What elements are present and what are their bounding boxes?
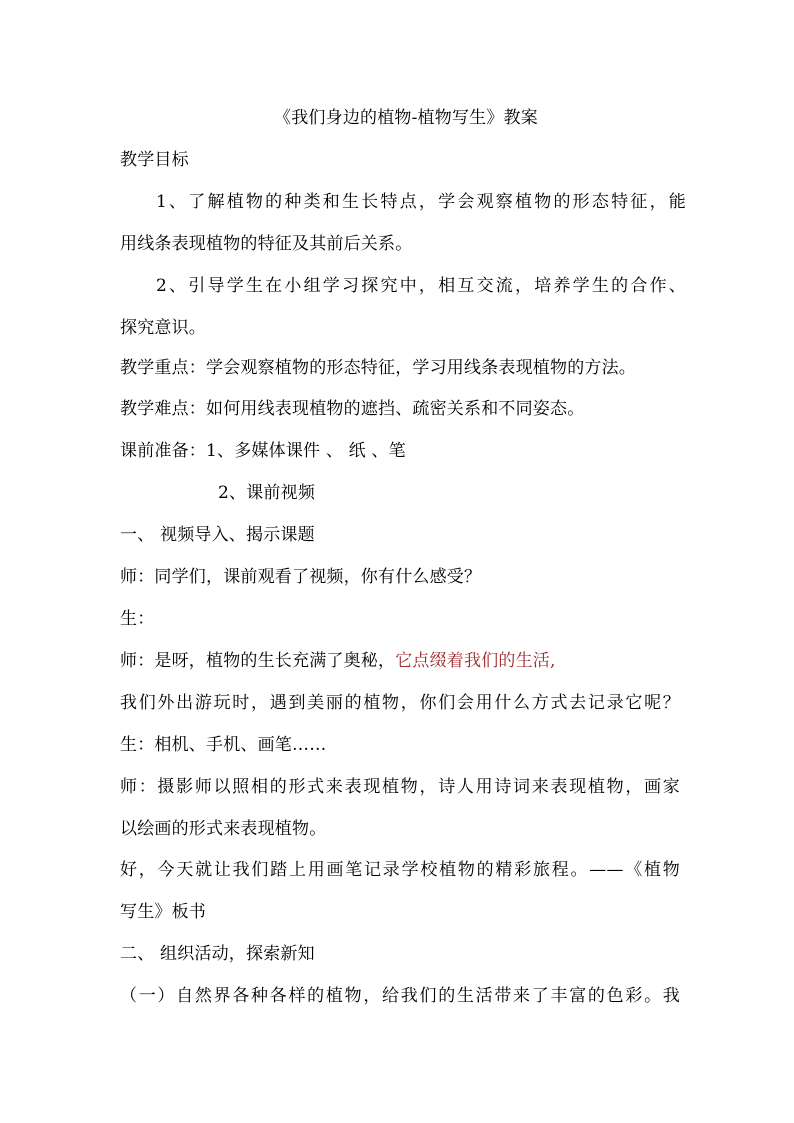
teacher-line-3-line-1: 师：摄影师以照相的形式来表现植物，诗人用诗词来表现植物，画家 [120,777,680,797]
question-line: 我们外出游玩时，遇到美丽的植物，你们会用什么方式去记录它呢？ [120,693,680,713]
part-1-line-1: （一）自然界各种各样的植物，给我们的生活带来了丰富的色彩。我 [120,986,680,1006]
objective-2-line-2: 探究意识。 [120,318,206,338]
objective-1-line-2: 用线条表现植物的特征及其前后关系。 [120,234,413,254]
teacher-line-2-part-1: 师：是呀，植物的生长充满了奥秘， [120,651,396,671]
teacher-line-2 [120,649,680,673]
student-line-2: 生：相机、手机、画笔…… [120,735,327,755]
heading-objectives: 教学目标 [120,150,189,170]
teacher-line-1: 师：同学们，课前观看了视频，你有什么感受？ [120,567,482,587]
key-point: 教学重点：学会观察植物的形态特征，学习用线条表现植物的方法。 [120,358,636,378]
teacher-line-2-highlight: 它点缀着我们的生活, [395,651,556,671]
student-line-1: 生： [120,609,155,629]
objective-1-line-1: 1、了解植物的种类和生长特点，学会观察植物的形态特征，能 [156,192,686,212]
section-1-heading: 一、 视频导入、揭示课题 [120,525,315,545]
document-title: 《我们身边的植物-植物写生》教案 [274,108,538,128]
preparation-line-2: 2、课前视频 [218,483,316,503]
intro-line-1: 好，今天就让我们踏上用画笔记录学校植物的精彩旅程。——《植物 [120,860,680,880]
teacher-line-3-line-2: 以绘画的形式来表现植物。 [120,819,327,839]
difficult-point: 教学难点：如何用线表现植物的遮挡、疏密关系和不同姿态。 [120,399,585,419]
objective-2-line-1: 2、引导学生在小组学习探究中，相互交流，培养学生的合作、 [156,276,686,296]
section-2-heading: 二、 组织活动，探索新知 [120,944,315,964]
preparation-line-1: 课前准备：1、多媒体课件 、 纸 、笔 [120,441,406,461]
intro-line-2: 写生》板书 [120,902,206,922]
